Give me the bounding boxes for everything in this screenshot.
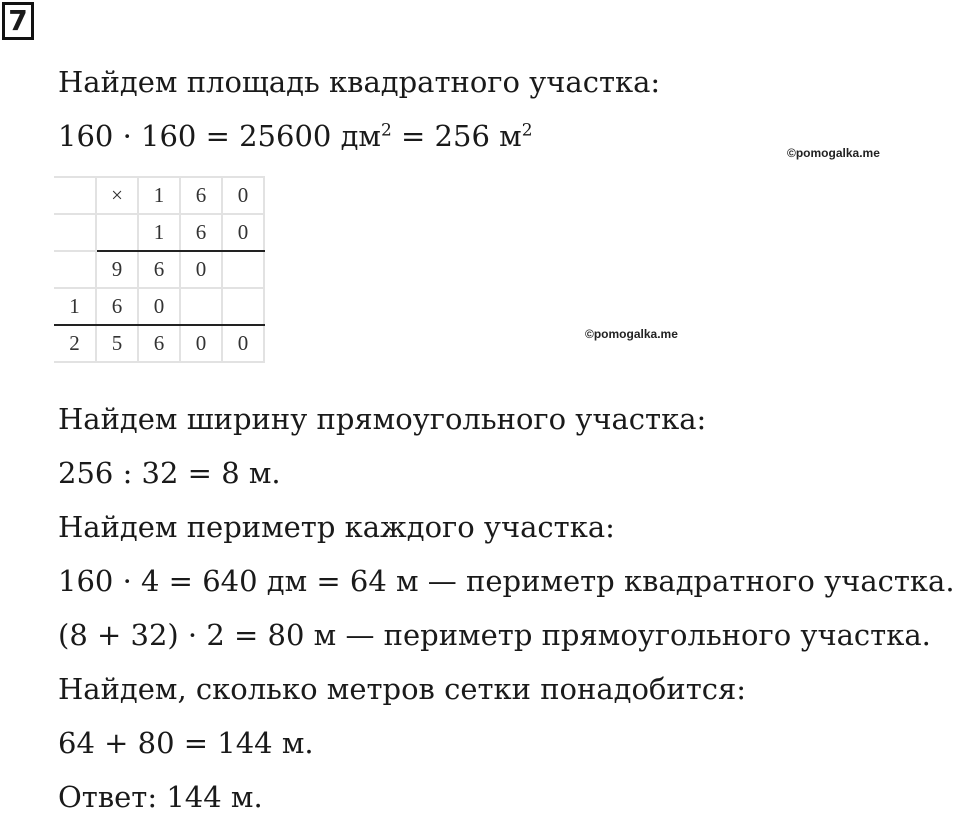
column-multiplication	[54, 176, 265, 363]
grid-cell: 1	[138, 177, 180, 214]
multiply-sign: ×	[96, 177, 138, 214]
grid-cell: 2	[54, 325, 96, 362]
heading-perimeters: Найдем периметр каждого участка:	[58, 510, 615, 544]
grid-cell: 6	[96, 288, 138, 325]
heading-rect-width: Найдем ширину прямоугольного участка:	[58, 402, 707, 436]
equation-part: = 256 м	[391, 119, 522, 153]
grid-cell: 6	[138, 325, 180, 362]
equation-mesh-total: 64 + 80 = 144 м.	[58, 726, 314, 760]
exponent: 2	[380, 120, 392, 141]
heading-square-area: Найдем площадь квадратного участка:	[58, 65, 661, 99]
grid-cell: 5	[96, 325, 138, 362]
grid-row	[54, 325, 264, 362]
grid-cell: 0	[222, 214, 264, 251]
equation-rect-width: 256 : 32 = 8 м.	[58, 456, 281, 490]
grid-row	[54, 177, 264, 214]
grid-cell: 0	[222, 325, 264, 362]
task-number-badge: 7	[2, 2, 34, 40]
grid-cell	[222, 288, 264, 325]
answer: Ответ: 144 м.	[58, 780, 263, 814]
equation-part: 160 · 160 = 25600 дм	[58, 119, 381, 153]
grid-cell: 9	[96, 251, 138, 288]
equation-square-perimeter: 160 · 4 = 640 дм = 64 м — периметр квадратного участка.	[58, 564, 955, 598]
grid-cell	[222, 251, 264, 288]
grid-cell: 6	[180, 214, 222, 251]
grid-cell: 0	[180, 325, 222, 362]
grid-cell: 1	[138, 214, 180, 251]
grid-cell	[96, 214, 138, 251]
grid-cell: 1	[54, 288, 96, 325]
grid-row	[54, 288, 264, 325]
equation-rect-perimeter: (8 + 32) · 2 = 80 м — периметр прямоугольного участка.	[58, 618, 931, 652]
watermark: ©pomogalka.me	[585, 327, 678, 341]
watermark: ©pomogalka.me	[787, 146, 880, 160]
grid-cell: 0	[138, 288, 180, 325]
grid-cell	[180, 288, 222, 325]
grid-cell: 6	[180, 177, 222, 214]
grid-cell	[54, 177, 96, 214]
grid-cell: 0	[180, 251, 222, 288]
grid-cell	[54, 251, 96, 288]
equation-square-area	[58, 118, 533, 154]
grid-cell: 6	[138, 251, 180, 288]
grid-row	[54, 251, 264, 288]
exponent: 2	[521, 120, 533, 141]
grid-cell: 0	[222, 177, 264, 214]
heading-mesh-length: Найдем, сколько метров сетки понадобится:	[58, 672, 747, 706]
grid-row	[54, 214, 264, 251]
grid-cell	[54, 214, 96, 251]
